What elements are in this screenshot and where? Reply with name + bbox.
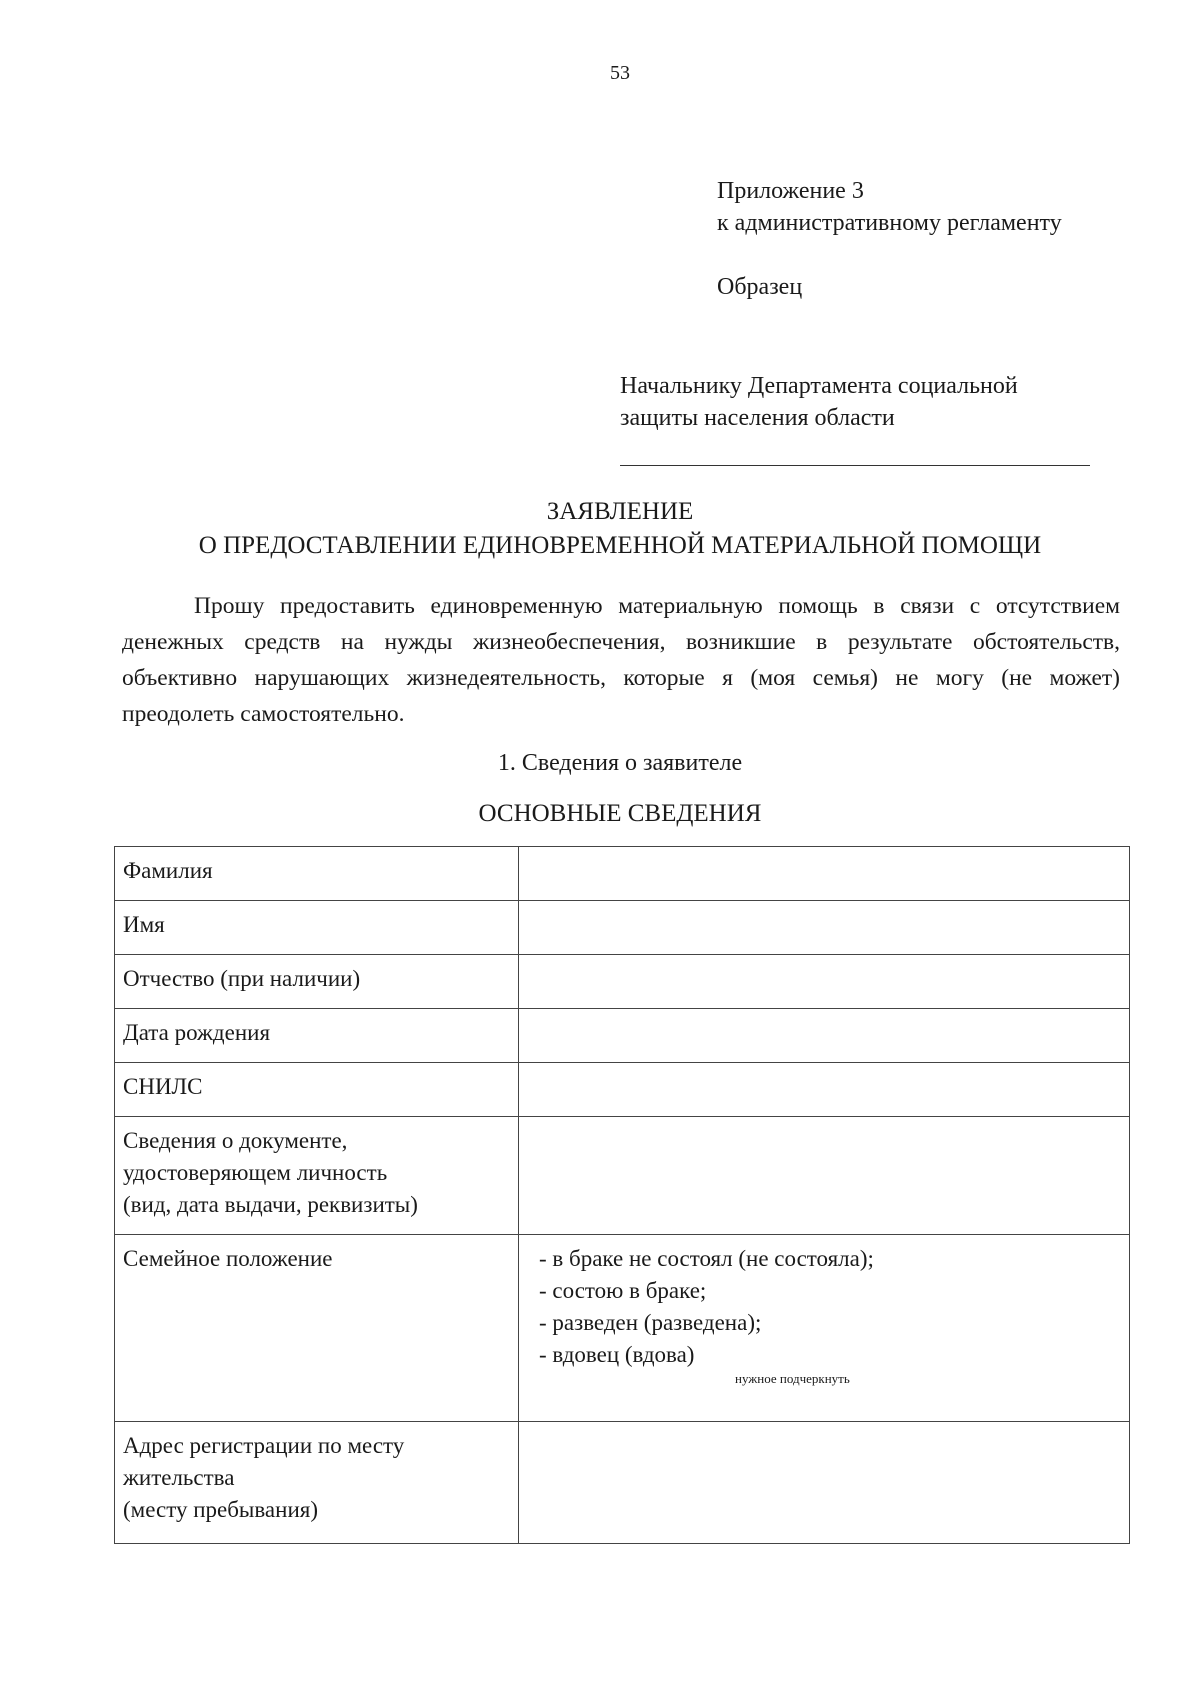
underline-hint: нужное подчеркнуть xyxy=(735,1371,850,1386)
id-document-field[interactable] xyxy=(519,1117,1130,1235)
marital-status-option-married[interactable]: - состою в браке; xyxy=(539,1278,707,1303)
sample-label: Образец xyxy=(717,274,803,300)
id-document-label-line-1: Сведения о документе, xyxy=(123,1128,348,1153)
marital-status-option-single[interactable]: - в браке не состоял (не состояла); xyxy=(539,1246,874,1271)
document-title-line-2: О ПРЕДОСТАВЛЕНИИ ЕДИНОВРЕМЕННОЙ МАТЕРИАЛЬНОЙ ПОМОЩИ xyxy=(198,532,1042,559)
id-document-label-line-2: удостоверяющем личность xyxy=(123,1160,388,1185)
document-title-line-1: ЗАЯВЛЕНИЕ xyxy=(546,498,694,525)
snils-field[interactable] xyxy=(519,1063,1130,1117)
patronymic-label: Отчество (при наличии) xyxy=(115,955,519,1009)
address-label-line-3: (месту пребывания) xyxy=(123,1497,318,1522)
id-document-label xyxy=(115,1117,519,1235)
birth-date-field[interactable] xyxy=(519,1009,1130,1063)
id-document-label-line-3: (вид, дата выдачи, реквизиты) xyxy=(123,1192,418,1217)
table-heading: ОСНОВНЫЕ СВЕДЕНИЯ xyxy=(478,800,762,827)
addressee-name-blank[interactable] xyxy=(620,465,1090,466)
address-label-line-1: Адрес регистрации по месту xyxy=(123,1433,405,1458)
snils-label: СНИЛС xyxy=(115,1063,519,1117)
surname-label: Фамилия xyxy=(115,847,519,901)
applicant-info-table xyxy=(114,846,1130,1544)
marital-status-options xyxy=(527,1243,1121,1371)
appendix-reference xyxy=(717,175,1062,239)
addressee-block xyxy=(620,370,1018,434)
table-row xyxy=(115,901,1130,955)
appendix-line-2: к административному регламенту xyxy=(717,210,1062,236)
birth-date-label: Дата рождения xyxy=(115,1009,519,1063)
marital-status-field xyxy=(519,1235,1130,1422)
request-paragraph: Прошу предоставить единовременную материальную помощь в связи с отсутствием денежных средств на нужды жизнеобеспечения, возникшие в результате обстоятельств, объективно нарушающих жизнедеятельность, которые я (моя семья) не могу (не может) преодолеть самостоятельно. xyxy=(122,593,1120,727)
document-title xyxy=(0,495,1200,563)
address-label xyxy=(115,1422,519,1544)
table-row xyxy=(115,1117,1130,1235)
addressee-line-1: Начальнику Департамента социальной xyxy=(620,373,1018,399)
address-field[interactable] xyxy=(519,1422,1130,1544)
section-heading: 1. Сведения о заявителе xyxy=(497,750,743,776)
table-row xyxy=(115,1009,1130,1063)
appendix-line-1: Приложение 3 xyxy=(717,178,864,204)
patronymic-field[interactable] xyxy=(519,955,1130,1009)
name-label: Имя xyxy=(115,901,519,955)
marital-status-option-widowed[interactable]: - вдовец (вдова) xyxy=(539,1342,695,1367)
table-row xyxy=(115,955,1130,1009)
table-row xyxy=(115,1422,1130,1544)
surname-field[interactable] xyxy=(519,847,1130,901)
name-field[interactable] xyxy=(519,901,1130,955)
addressee-line-2: защиты населения области xyxy=(620,405,895,431)
marital-status-label: Семейное положение xyxy=(115,1235,519,1422)
marital-status-option-divorced[interactable]: - разведен (разведена); xyxy=(539,1310,762,1335)
table-row xyxy=(115,1235,1130,1422)
table-row xyxy=(115,847,1130,901)
address-label-line-2: жительства xyxy=(123,1465,235,1490)
page-number: 53 xyxy=(610,62,630,84)
table-row xyxy=(115,1063,1130,1117)
